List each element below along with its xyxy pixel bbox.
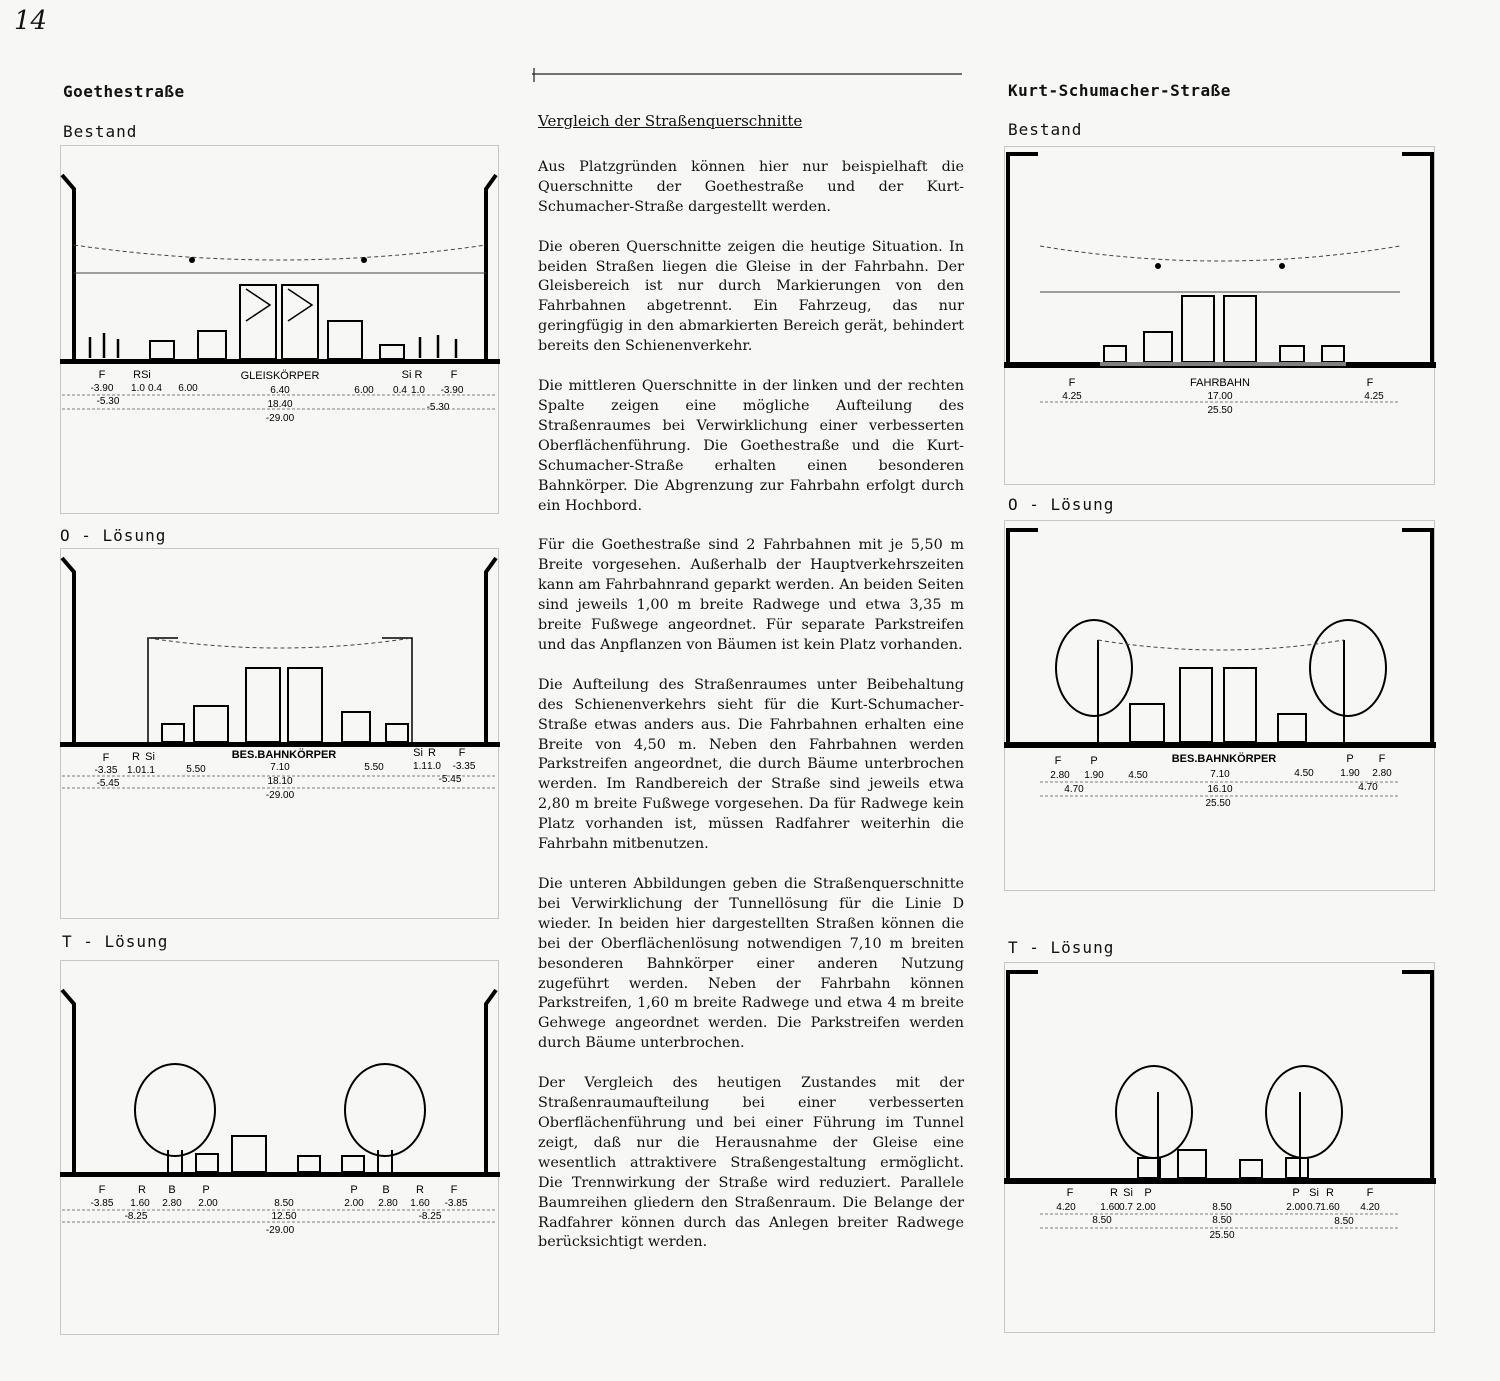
kt-r1-1: R bbox=[1110, 1187, 1118, 1199]
ko-r4-0: 25.50 bbox=[1205, 798, 1231, 809]
go-r3-2: -5.45 bbox=[438, 774, 462, 785]
ko-r2-0: 2.80 bbox=[1050, 770, 1070, 781]
kt-r4-0: 25.50 bbox=[1209, 1230, 1235, 1241]
ko-r1-1: P bbox=[1090, 755, 1098, 767]
kt-r2-8: 4.20 bbox=[1360, 1202, 1380, 1213]
gt-r3-0: -8.25 bbox=[124, 1211, 148, 1222]
kb-r2-1: 17.00 bbox=[1207, 391, 1233, 402]
gt-r1-7: F bbox=[450, 1184, 458, 1196]
gt-r2-0: -3.85 bbox=[90, 1198, 114, 1209]
ko-r2-5: 1.90 bbox=[1340, 768, 1360, 779]
gt-r2-3: 2.00 bbox=[198, 1198, 218, 1209]
center-text-column bbox=[538, 112, 964, 1273]
ko-r3-2: 4.70 bbox=[1358, 782, 1378, 793]
go-r1-0: F bbox=[102, 752, 110, 764]
kb-r3-0: 25.50 bbox=[1207, 405, 1233, 416]
ko-r3-1: 16.10 bbox=[1207, 784, 1233, 795]
kb-r1-1: FAHRBAHN bbox=[1190, 377, 1250, 389]
goethe-bestand-label: Bestand bbox=[63, 122, 138, 141]
gt-r1-5: B bbox=[382, 1184, 390, 1196]
gt-r2-7: 1.60 bbox=[410, 1198, 430, 1209]
gt-r1-4: P bbox=[350, 1184, 358, 1196]
kt-r3-2: 8.50 bbox=[1334, 1216, 1354, 1227]
gt-r2-4: 8.50 bbox=[274, 1198, 294, 1209]
goethe-o-diagram bbox=[60, 548, 500, 920]
kt-r1-5: Si bbox=[1309, 1187, 1319, 1199]
center-heading: Vergleich der Straßenquerschnitte bbox=[538, 112, 803, 130]
kt-r3-1: 8.50 bbox=[1212, 1215, 1232, 1226]
ko-r1-3: P bbox=[1346, 753, 1354, 765]
kt-r2-1: 1.60 bbox=[1100, 1202, 1120, 1213]
paragraph-1: Aus Platzgründen können hier nur beispielhaft die Querschnitte der Goethestraße und der Kurt-Schumacher-Straße dargestellt werden. bbox=[538, 158, 964, 215]
page-number: 14 bbox=[14, 6, 48, 36]
go-r2-2: 1.1 bbox=[141, 765, 155, 776]
gb-r2-4: 6.40 bbox=[270, 385, 290, 396]
gt-r1-2: B bbox=[168, 1184, 176, 1196]
gt-r4-0: -29.00 bbox=[265, 1225, 295, 1236]
goethe-t-label: T - Lösung bbox=[62, 932, 169, 951]
kt-r2-7: 1.60 bbox=[1320, 1202, 1340, 1213]
gb-r2-3: 6.00 bbox=[178, 383, 198, 394]
gb-r2-7: 1.0 bbox=[411, 385, 425, 396]
kt-r1-3: P bbox=[1144, 1187, 1152, 1199]
gb-r4-0: -29.00 bbox=[265, 413, 295, 424]
paragraph-6: Die unteren Abbildungen geben die Straßenquerschnitte bei Verwirklichung der Tunnellösung für die Linie D wieder. In beiden hier dargestellten Straßen können die bei der Oberflächenlösung notwendigen 7,10 m breiten besonderen Bahnkörper einer anderen Nutzung zugeführt werden. Neben der Fahrbahn können Parkstreifen, 1,60 m breite Radwege und etwa 4 m breite Gehwege angeordnet werden. Die Parkstreifen werden durch Bäume unterbrochen. bbox=[538, 876, 964, 1052]
kt-r2-6: 0.7 bbox=[1307, 1202, 1321, 1213]
paragraph-5: Die Aufteilung des Straßenraumes unter Beibehaltung des Schienenverkehrs sieht für die Kurt-Schumacher-Straße etwas anders aus. Die Fahrbahnen erhalten eine Breite von 4,50 m. Neben den Fahrbahnen werden Parkstreifen angeordnet, die durch Bäume unterbrochen werden. Im Randbereich der Straße sind jeweils etwa 2,80 m breite Fußwege vorgesehen. Da für Radwege kein Platz vorhanden ist, müssen Radfahrer weiterhin die Fahrbahn mitbenutzen. bbox=[538, 676, 964, 853]
gt-r2-8: -3.85 bbox=[444, 1198, 468, 1209]
gb-r3-2: -5.30 bbox=[426, 402, 450, 413]
ko-r3-0: 4.70 bbox=[1064, 784, 1084, 795]
gt-r1-1: R bbox=[138, 1184, 146, 1196]
go-r1-4: Si bbox=[413, 747, 423, 759]
kurt-bestand-label: Bestand bbox=[1008, 120, 1083, 139]
left-street-title: Goethestraße bbox=[63, 82, 185, 101]
kb-r1-0: F bbox=[1068, 377, 1076, 389]
kurt-t-diagram bbox=[1004, 962, 1436, 1334]
ko-r2-1: 1.90 bbox=[1084, 770, 1104, 781]
kb-r2-2: 4.25 bbox=[1364, 391, 1384, 402]
kt-r2-5: 2.00 bbox=[1286, 1202, 1306, 1213]
go-r2-0: -3.35 bbox=[94, 765, 118, 776]
gb-r2-8: -3.90 bbox=[440, 385, 464, 396]
ko-r2-3: 7.10 bbox=[1210, 769, 1230, 780]
go-r1-5: R bbox=[428, 747, 436, 759]
go-r4-0: -29.00 bbox=[265, 790, 295, 801]
gb-r1-2: GLEISKÖRPER bbox=[240, 370, 320, 382]
paragraph-3: Die mittleren Querschnitte in der linken und der rechten Spalte zeigen eine mögliche Aufteilung des Straßenraumes bei Verwirklichung einer verbesserten Oberflächenführung. Die Goethestraße und die Kurt-Schumacher-Straße erhalten einen besonderen Bahnkörper. Die Abgrenzung zur Fahrbahn erfolgt durch ein Hochbord. bbox=[538, 378, 964, 514]
gb-r3-1: 18.40 bbox=[267, 399, 293, 410]
go-r3-0: -5.45 bbox=[96, 778, 120, 789]
gt-r3-1: 12.50 bbox=[271, 1211, 297, 1222]
kt-r1-6: R bbox=[1326, 1187, 1334, 1199]
gb-r2-2: 0.4 bbox=[148, 383, 162, 394]
gt-r2-5: 2.00 bbox=[344, 1198, 364, 1209]
kt-r2-3: 2.00 bbox=[1136, 1202, 1156, 1213]
paragraph-4: Für die Goethestraße sind 2 Fahrbahnen mit je 5,50 m Breite vorgesehen. Außerhalb der Hauptverkehrszeiten kann am Fahrbahnrand geparkt werden. An beiden Seiten sind jeweils 1,00 m breite Radwege und etwa 3,35 m breite Fußwege angeordnet. Für separate Parkstreifen und das Anpflanzen von Bäumen ist kein Platz vorhanden. bbox=[538, 537, 964, 653]
go-r2-1: 1.0 bbox=[127, 765, 141, 776]
kt-r3-0: 8.50 bbox=[1092, 1215, 1112, 1226]
goethe-bestand-diagram bbox=[60, 145, 500, 515]
gt-r2-1: 1.60 bbox=[130, 1198, 150, 1209]
right-street-title: Kurt-Schumacher-Straße bbox=[1008, 81, 1231, 100]
go-r1-2: Si bbox=[145, 751, 155, 763]
goethe-t-diagram bbox=[60, 960, 500, 1336]
paragraph-7: Der Vergleich des heutigen Zustandes mit der Straßenraumaufteilung bei einer verbesserten Oberflächenführung und bei einer Führung im Tunnel zeigt, daß nur die Herausnahme der Gleise eine wesentlich attraktivere Straßengestaltung ermöglicht. Die Trennwirkung der Straße wird reduziert. Parallele Baumreihen gliedern den Straßenraum. Die Belange der Radfahrer können durch das Anlegen breiter Radwege berücksichtigt werden. bbox=[538, 1075, 964, 1251]
gt-r1-0: F bbox=[98, 1184, 106, 1196]
gb-r2-6: 0.4 bbox=[393, 385, 407, 396]
ko-r1-0: F bbox=[1054, 755, 1062, 767]
gb-r3-0: -5.30 bbox=[96, 396, 120, 407]
kurt-bestand-diagram bbox=[1004, 146, 1436, 486]
gb-r1-0: F bbox=[98, 369, 106, 381]
kt-r2-0: 4.20 bbox=[1056, 1202, 1076, 1213]
go-r1-3: BES.BAHNKÖRPER bbox=[231, 749, 337, 761]
paragraph-2: Die oberen Querschnitte zeigen die heutige Situation. In beiden Straßen liegen die Gleise in der Fahrbahn. Der Gleisbereich ist nur durch Markierungen von den Fahrbahnen abgetrennt. Ein Fahrzeug, das nur geringfügig in den abmarkierten Bereich gerät, behindert bereits den Schienenverkehr. bbox=[538, 238, 964, 355]
go-r2-7: 1.0 bbox=[427, 761, 441, 772]
go-r3-1: 18.10 bbox=[267, 776, 293, 787]
center-top-rule bbox=[528, 66, 968, 86]
kt-r2-4: 8.50 bbox=[1212, 1202, 1232, 1213]
gt-r3-2: -8.25 bbox=[418, 1211, 442, 1222]
go-r1-1: R bbox=[132, 751, 140, 763]
ko-r1-2: BES.BAHNKÖRPER bbox=[1171, 753, 1277, 765]
gb-r2-1: 1.0 bbox=[131, 383, 145, 394]
go-r2-8: -3.35 bbox=[452, 761, 476, 772]
gb-r2-5: 6.00 bbox=[354, 385, 374, 396]
go-r2-6: 1.1 bbox=[413, 761, 427, 772]
kt-r1-0: F bbox=[1066, 1187, 1074, 1199]
goethe-o-label: O - Lösung bbox=[60, 526, 167, 545]
kb-r2-0: 4.25 bbox=[1062, 391, 1082, 402]
kt-r1-7: F bbox=[1366, 1187, 1374, 1199]
gb-r1-1: RSi bbox=[133, 369, 151, 381]
ko-r2-6: 2.80 bbox=[1372, 768, 1392, 779]
ko-r2-2: 4.50 bbox=[1128, 770, 1148, 781]
go-r2-5: 5.50 bbox=[364, 762, 384, 773]
kt-r1-2: Si bbox=[1123, 1187, 1133, 1199]
gt-r2-6: 2.80 bbox=[378, 1198, 398, 1209]
gb-r1-4: F bbox=[450, 369, 458, 381]
gb-r1-3: Si R bbox=[401, 369, 423, 381]
ko-r1-4: F bbox=[1378, 753, 1386, 765]
kurt-o-diagram bbox=[1004, 520, 1436, 892]
kurt-t-label: T - Lösung bbox=[1008, 938, 1115, 957]
kt-r2-2: 0.7 bbox=[1119, 1202, 1133, 1213]
kt-r1-4: P bbox=[1292, 1187, 1300, 1199]
gt-r1-6: R bbox=[416, 1184, 424, 1196]
gt-r2-2: 2.80 bbox=[162, 1198, 182, 1209]
go-r2-3: 5.50 bbox=[186, 764, 206, 775]
kurt-o-label: O - Lösung bbox=[1008, 495, 1115, 514]
gt-r1-3: P bbox=[202, 1184, 210, 1196]
ko-r2-4: 4.50 bbox=[1294, 768, 1314, 779]
go-r2-4: 7.10 bbox=[270, 762, 290, 773]
gb-r2-0: -3.90 bbox=[90, 383, 114, 394]
kb-r1-2: F bbox=[1366, 377, 1374, 389]
go-r1-6: F bbox=[458, 747, 466, 759]
